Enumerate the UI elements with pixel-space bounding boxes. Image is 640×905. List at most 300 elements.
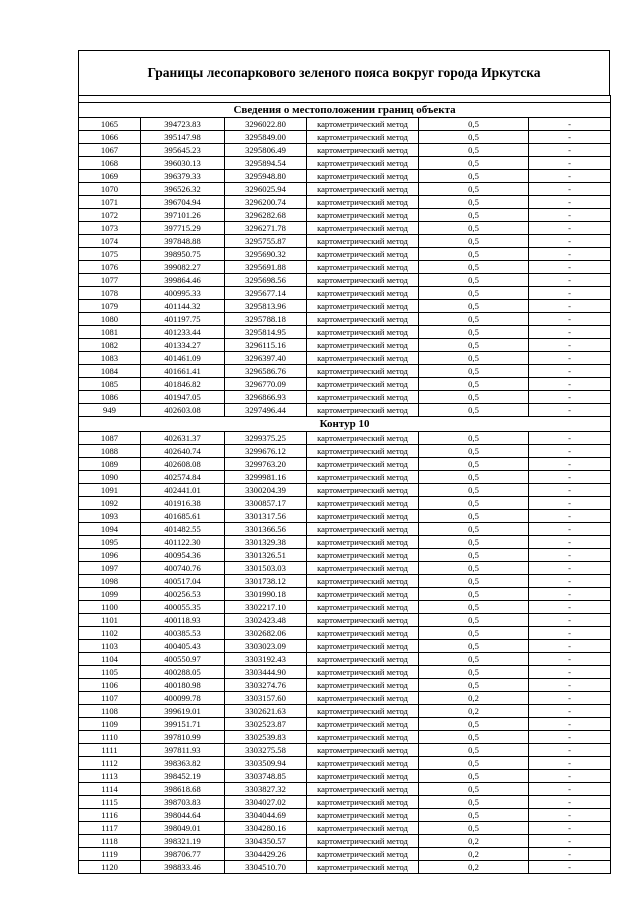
note-cell: -: [529, 588, 611, 601]
method-cell: картометрический метод: [307, 484, 419, 497]
method-cell: картометрический метод: [307, 497, 419, 510]
y-coordinate-cell: 3303023.09: [225, 640, 307, 653]
table-row: [79, 848, 611, 861]
note-cell: -: [529, 287, 611, 300]
point-number-cell: 1091: [79, 484, 141, 497]
point-number-cell: 1083: [79, 352, 141, 365]
point-number-cell: 1082: [79, 339, 141, 352]
y-coordinate-cell: 3296022.80: [225, 118, 307, 131]
accuracy-cell: 0,5: [419, 365, 529, 378]
accuracy-cell: 0,5: [419, 731, 529, 744]
accuracy-cell: 0,5: [419, 796, 529, 809]
point-number-cell: 1068: [79, 157, 141, 170]
y-coordinate-cell: 3295814.95: [225, 326, 307, 339]
method-cell: картометрический метод: [307, 718, 419, 731]
x-coordinate-cell: 400118.93: [141, 614, 225, 627]
note-cell: -: [529, 614, 611, 627]
note-cell: -: [529, 562, 611, 575]
x-coordinate-cell: 400995.33: [141, 287, 225, 300]
point-number-cell: 1094: [79, 523, 141, 536]
note-cell: -: [529, 209, 611, 222]
method-cell: картометрический метод: [307, 235, 419, 248]
point-number-cell: 1077: [79, 274, 141, 287]
method-cell: картометрический метод: [307, 458, 419, 471]
document-sheet: [78, 50, 610, 874]
point-number-cell: 1076: [79, 261, 141, 274]
accuracy-cell: 0,5: [419, 118, 529, 131]
point-number-cell: 1095: [79, 536, 141, 549]
note-cell: -: [529, 432, 611, 445]
accuracy-cell: 0,5: [419, 458, 529, 471]
table-row: [79, 783, 611, 796]
x-coordinate-cell: 398321.19: [141, 835, 225, 848]
method-cell: картометрический метод: [307, 575, 419, 588]
y-coordinate-cell: 3296586.76: [225, 365, 307, 378]
x-coordinate-cell: 398363.82: [141, 757, 225, 770]
note-cell: -: [529, 822, 611, 835]
y-coordinate-cell: 3296115.16: [225, 339, 307, 352]
method-cell: картометрический метод: [307, 157, 419, 170]
note-cell: -: [529, 365, 611, 378]
note-cell: -: [529, 718, 611, 731]
point-number-cell: 1107: [79, 692, 141, 705]
table-row: [79, 523, 611, 536]
x-coordinate-cell: 395645.23: [141, 144, 225, 157]
method-cell: картометрический метод: [307, 326, 419, 339]
y-coordinate-cell: 3304429.26: [225, 848, 307, 861]
accuracy-cell: 0,5: [419, 510, 529, 523]
method-cell: картометрический метод: [307, 783, 419, 796]
table-row: [79, 144, 611, 157]
accuracy-cell: 0,2: [419, 692, 529, 705]
accuracy-cell: 0,5: [419, 261, 529, 274]
note-cell: -: [529, 809, 611, 822]
y-coordinate-cell: 3301738.12: [225, 575, 307, 588]
x-coordinate-cell: 398706.77: [141, 848, 225, 861]
method-cell: картометрический метод: [307, 170, 419, 183]
table-row: [79, 796, 611, 809]
note-cell: -: [529, 653, 611, 666]
note-cell: -: [529, 248, 611, 261]
method-cell: картометрический метод: [307, 666, 419, 679]
y-coordinate-cell: 3296200.74: [225, 196, 307, 209]
table-row: [79, 601, 611, 614]
method-cell: картометрический метод: [307, 339, 419, 352]
y-coordinate-cell: 3304027.02: [225, 796, 307, 809]
y-coordinate-cell: 3295698.56: [225, 274, 307, 287]
x-coordinate-cell: 400180.98: [141, 679, 225, 692]
x-coordinate-cell: 399619.01: [141, 705, 225, 718]
x-coordinate-cell: 398833.46: [141, 861, 225, 874]
point-number-cell: 1073: [79, 222, 141, 235]
method-cell: картометрический метод: [307, 731, 419, 744]
point-number-cell: 1105: [79, 666, 141, 679]
point-number-cell: 1070: [79, 183, 141, 196]
note-cell: -: [529, 549, 611, 562]
x-coordinate-cell: 400405.43: [141, 640, 225, 653]
point-number-cell: 1101: [79, 614, 141, 627]
title-text: Границы лесопаркового зеленого пояса вокруг города Иркутска: [147, 65, 541, 80]
method-cell: картометрический метод: [307, 510, 419, 523]
table-row: [79, 510, 611, 523]
method-cell: картометрический метод: [307, 471, 419, 484]
accuracy-cell: 0,5: [419, 300, 529, 313]
point-number-cell: 949: [79, 404, 141, 417]
method-cell: картометрический метод: [307, 822, 419, 835]
y-coordinate-cell: 3299981.16: [225, 471, 307, 484]
table-row: [79, 692, 611, 705]
note-cell: -: [529, 183, 611, 196]
point-number-cell: 1113: [79, 770, 141, 783]
x-coordinate-cell: 398618.68: [141, 783, 225, 796]
point-number-cell: 1119: [79, 848, 141, 861]
point-number-cell: 1097: [79, 562, 141, 575]
point-number-cell: 1111: [79, 744, 141, 757]
note-cell: -: [529, 510, 611, 523]
y-coordinate-cell: 3303157.60: [225, 692, 307, 705]
method-cell: картометрический метод: [307, 809, 419, 822]
y-coordinate-cell: 3295948.80: [225, 170, 307, 183]
x-coordinate-cell: 401846.82: [141, 378, 225, 391]
y-coordinate-cell: 3295690.32: [225, 248, 307, 261]
y-coordinate-cell: 3295788.18: [225, 313, 307, 326]
y-coordinate-cell: 3295755.87: [225, 235, 307, 248]
accuracy-cell: 0,2: [419, 848, 529, 861]
y-coordinate-cell: 3302423.48: [225, 614, 307, 627]
note-cell: -: [529, 404, 611, 417]
y-coordinate-cell: 3295691.88: [225, 261, 307, 274]
point-number-cell: 1079: [79, 300, 141, 313]
accuracy-cell: 0,5: [419, 274, 529, 287]
table-row: [79, 497, 611, 510]
note-cell: -: [529, 458, 611, 471]
point-number-cell: 1104: [79, 653, 141, 666]
table-row: [79, 339, 611, 352]
y-coordinate-cell: 3304044.69: [225, 809, 307, 822]
point-number-cell: 1109: [79, 718, 141, 731]
note-cell: -: [529, 705, 611, 718]
note-cell: -: [529, 261, 611, 274]
point-number-cell: 1098: [79, 575, 141, 588]
table-row: [79, 326, 611, 339]
note-cell: -: [529, 601, 611, 614]
table-row: [79, 653, 611, 666]
note-cell: -: [529, 484, 611, 497]
table-row: [79, 679, 611, 692]
point-number-cell: 1084: [79, 365, 141, 378]
table-row: [79, 562, 611, 575]
method-cell: картометрический метод: [307, 391, 419, 404]
y-coordinate-cell: 3295677.14: [225, 287, 307, 300]
x-coordinate-cell: 401482.55: [141, 523, 225, 536]
point-number-cell: 1069: [79, 170, 141, 183]
x-coordinate-cell: 400517.04: [141, 575, 225, 588]
x-coordinate-cell: 396704.94: [141, 196, 225, 209]
note-cell: -: [529, 835, 611, 848]
x-coordinate-cell: 397101.26: [141, 209, 225, 222]
table-row: [79, 365, 611, 378]
accuracy-cell: 0,5: [419, 209, 529, 222]
method-cell: картометрический метод: [307, 183, 419, 196]
x-coordinate-cell: 396526.32: [141, 183, 225, 196]
x-coordinate-cell: 398049.01: [141, 822, 225, 835]
table-row: [79, 131, 611, 144]
point-number-cell: 1071: [79, 196, 141, 209]
note-cell: -: [529, 391, 611, 404]
x-coordinate-cell: 401334.27: [141, 339, 225, 352]
y-coordinate-cell: 3302217.10: [225, 601, 307, 614]
method-cell: картометрический метод: [307, 770, 419, 783]
table-row: [79, 614, 611, 627]
method-cell: картометрический метод: [307, 835, 419, 848]
point-number-cell: 1072: [79, 209, 141, 222]
contour-heading: Контур 10: [79, 417, 611, 432]
table-row: [79, 861, 611, 874]
y-coordinate-cell: 3303827.32: [225, 783, 307, 796]
spacer-row: [79, 96, 611, 103]
y-coordinate-cell: 3303274.76: [225, 679, 307, 692]
table-row: [79, 391, 611, 404]
note-cell: -: [529, 235, 611, 248]
table-row: [79, 757, 611, 770]
point-number-cell: 1078: [79, 287, 141, 300]
method-cell: картометрический метод: [307, 796, 419, 809]
note-cell: -: [529, 445, 611, 458]
y-coordinate-cell: 3296397.40: [225, 352, 307, 365]
y-coordinate-cell: 3301329.38: [225, 536, 307, 549]
y-coordinate-cell: 3304510.70: [225, 861, 307, 874]
point-number-cell: 1102: [79, 627, 141, 640]
table-row: [79, 118, 611, 131]
method-cell: картометрический метод: [307, 861, 419, 874]
table-row: [79, 183, 611, 196]
note-cell: -: [529, 783, 611, 796]
note-cell: -: [529, 692, 611, 705]
accuracy-cell: 0,5: [419, 326, 529, 339]
table-row: [79, 822, 611, 835]
table-row: [79, 588, 611, 601]
method-cell: картометрический метод: [307, 523, 419, 536]
x-coordinate-cell: 401947.05: [141, 391, 225, 404]
method-cell: картометрический метод: [307, 261, 419, 274]
table-row: [79, 627, 611, 640]
y-coordinate-cell: 3303748.85: [225, 770, 307, 783]
table-row: [79, 248, 611, 261]
accuracy-cell: 0,5: [419, 313, 529, 326]
y-coordinate-cell: 3301317.56: [225, 510, 307, 523]
accuracy-cell: 0,2: [419, 705, 529, 718]
note-cell: -: [529, 848, 611, 861]
y-coordinate-cell: 3303275.58: [225, 744, 307, 757]
x-coordinate-cell: 401661.41: [141, 365, 225, 378]
table-row: [79, 484, 611, 497]
y-coordinate-cell: 3299763.20: [225, 458, 307, 471]
x-coordinate-cell: 398950.75: [141, 248, 225, 261]
accuracy-cell: 0,5: [419, 445, 529, 458]
method-cell: картометрический метод: [307, 222, 419, 235]
coordinates-table: [78, 95, 611, 874]
y-coordinate-cell: 3299676.12: [225, 445, 307, 458]
note-cell: -: [529, 471, 611, 484]
accuracy-cell: 0,5: [419, 627, 529, 640]
table-row: [79, 300, 611, 313]
note-cell: -: [529, 313, 611, 326]
table-row: [79, 404, 611, 417]
accuracy-cell: 0,5: [419, 248, 529, 261]
y-coordinate-cell: 3303444.90: [225, 666, 307, 679]
note-cell: -: [529, 744, 611, 757]
accuracy-cell: 0,5: [419, 640, 529, 653]
accuracy-cell: 0,5: [419, 391, 529, 404]
method-cell: картометрический метод: [307, 744, 419, 757]
y-coordinate-cell: 3303192.43: [225, 653, 307, 666]
x-coordinate-cell: 400256.53: [141, 588, 225, 601]
document-title: [78, 50, 610, 96]
table-row: [79, 196, 611, 209]
accuracy-cell: 0,5: [419, 783, 529, 796]
y-coordinate-cell: 3300204.39: [225, 484, 307, 497]
note-cell: -: [529, 770, 611, 783]
point-number-cell: 1085: [79, 378, 141, 391]
table-row: [79, 445, 611, 458]
method-cell: картометрический метод: [307, 313, 419, 326]
x-coordinate-cell: 401916.38: [141, 497, 225, 510]
point-number-cell: 1066: [79, 131, 141, 144]
x-coordinate-cell: 402441.01: [141, 484, 225, 497]
point-number-cell: 1099: [79, 588, 141, 601]
point-number-cell: 1065: [79, 118, 141, 131]
x-coordinate-cell: 402608.08: [141, 458, 225, 471]
note-cell: -: [529, 157, 611, 170]
y-coordinate-cell: 3295894.54: [225, 157, 307, 170]
x-coordinate-cell: 399151.71: [141, 718, 225, 731]
method-cell: картометрический метод: [307, 536, 419, 549]
method-cell: картометрический метод: [307, 614, 419, 627]
point-number-cell: 1103: [79, 640, 141, 653]
accuracy-cell: 0,5: [419, 404, 529, 417]
table-row: [79, 432, 611, 445]
note-cell: -: [529, 731, 611, 744]
table-row: [79, 536, 611, 549]
x-coordinate-cell: 397715.29: [141, 222, 225, 235]
table-row: [79, 666, 611, 679]
table-row: [79, 549, 611, 562]
point-number-cell: 1067: [79, 144, 141, 157]
x-coordinate-cell: 400385.53: [141, 627, 225, 640]
x-coordinate-cell: 400055.35: [141, 601, 225, 614]
note-cell: -: [529, 144, 611, 157]
table-row: [79, 222, 611, 235]
accuracy-cell: 0,5: [419, 235, 529, 248]
accuracy-cell: 0,5: [419, 378, 529, 391]
table-row: [79, 157, 611, 170]
x-coordinate-cell: 401122.30: [141, 536, 225, 549]
y-coordinate-cell: 3304280.16: [225, 822, 307, 835]
accuracy-cell: 0,5: [419, 196, 529, 209]
accuracy-cell: 0,5: [419, 575, 529, 588]
method-cell: картометрический метод: [307, 692, 419, 705]
method-cell: картометрический метод: [307, 144, 419, 157]
contour-heading-row: [79, 417, 611, 432]
accuracy-cell: 0,5: [419, 666, 529, 679]
note-cell: -: [529, 131, 611, 144]
y-coordinate-cell: 3302539.83: [225, 731, 307, 744]
accuracy-cell: 0,5: [419, 497, 529, 510]
table-row: [79, 170, 611, 183]
accuracy-cell: 0,5: [419, 549, 529, 562]
accuracy-cell: 0,5: [419, 352, 529, 365]
method-cell: картометрический метод: [307, 757, 419, 770]
x-coordinate-cell: 397810.99: [141, 731, 225, 744]
method-cell: картометрический метод: [307, 248, 419, 261]
accuracy-cell: 0,5: [419, 170, 529, 183]
section-heading: Сведения о местоположении границ объекта: [79, 103, 611, 118]
table-row: [79, 575, 611, 588]
y-coordinate-cell: 3295813.96: [225, 300, 307, 313]
accuracy-cell: 0,5: [419, 523, 529, 536]
x-coordinate-cell: 395147.98: [141, 131, 225, 144]
accuracy-cell: 0,5: [419, 287, 529, 300]
y-coordinate-cell: 3301366.56: [225, 523, 307, 536]
method-cell: картометрический метод: [307, 274, 419, 287]
accuracy-cell: 0,5: [419, 718, 529, 731]
point-number-cell: 1093: [79, 510, 141, 523]
point-number-cell: 1086: [79, 391, 141, 404]
x-coordinate-cell: 398452.19: [141, 770, 225, 783]
point-number-cell: 1088: [79, 445, 141, 458]
table-row: [79, 744, 611, 757]
table-row: [79, 235, 611, 248]
method-cell: картометрический метод: [307, 445, 419, 458]
method-cell: картометрический метод: [307, 601, 419, 614]
note-cell: -: [529, 640, 611, 653]
note-cell: -: [529, 274, 611, 287]
accuracy-cell: 0,5: [419, 770, 529, 783]
method-cell: картометрический метод: [307, 118, 419, 131]
point-number-cell: 1081: [79, 326, 141, 339]
table-row: [79, 261, 611, 274]
note-cell: -: [529, 170, 611, 183]
accuracy-cell: 0,5: [419, 809, 529, 822]
point-number-cell: 1090: [79, 471, 141, 484]
note-cell: -: [529, 627, 611, 640]
point-number-cell: 1110: [79, 731, 141, 744]
accuracy-cell: 0,5: [419, 536, 529, 549]
point-number-cell: 1116: [79, 809, 141, 822]
point-number-cell: 1074: [79, 235, 141, 248]
point-number-cell: 1115: [79, 796, 141, 809]
y-coordinate-cell: 3295849.00: [225, 131, 307, 144]
accuracy-cell: 0,5: [419, 601, 529, 614]
x-coordinate-cell: 401461.09: [141, 352, 225, 365]
note-cell: -: [529, 536, 611, 549]
table-row: [79, 287, 611, 300]
table-row: [79, 458, 611, 471]
method-cell: картометрический метод: [307, 705, 419, 718]
x-coordinate-cell: 402603.08: [141, 404, 225, 417]
note-cell: -: [529, 679, 611, 692]
x-coordinate-cell: 402640.74: [141, 445, 225, 458]
y-coordinate-cell: 3296025.94: [225, 183, 307, 196]
point-number-cell: 1117: [79, 822, 141, 835]
table-row: [79, 809, 611, 822]
point-number-cell: 1089: [79, 458, 141, 471]
method-cell: картометрический метод: [307, 209, 419, 222]
note-cell: -: [529, 222, 611, 235]
x-coordinate-cell: 397811.93: [141, 744, 225, 757]
method-cell: картометрический метод: [307, 627, 419, 640]
note-cell: -: [529, 352, 611, 365]
